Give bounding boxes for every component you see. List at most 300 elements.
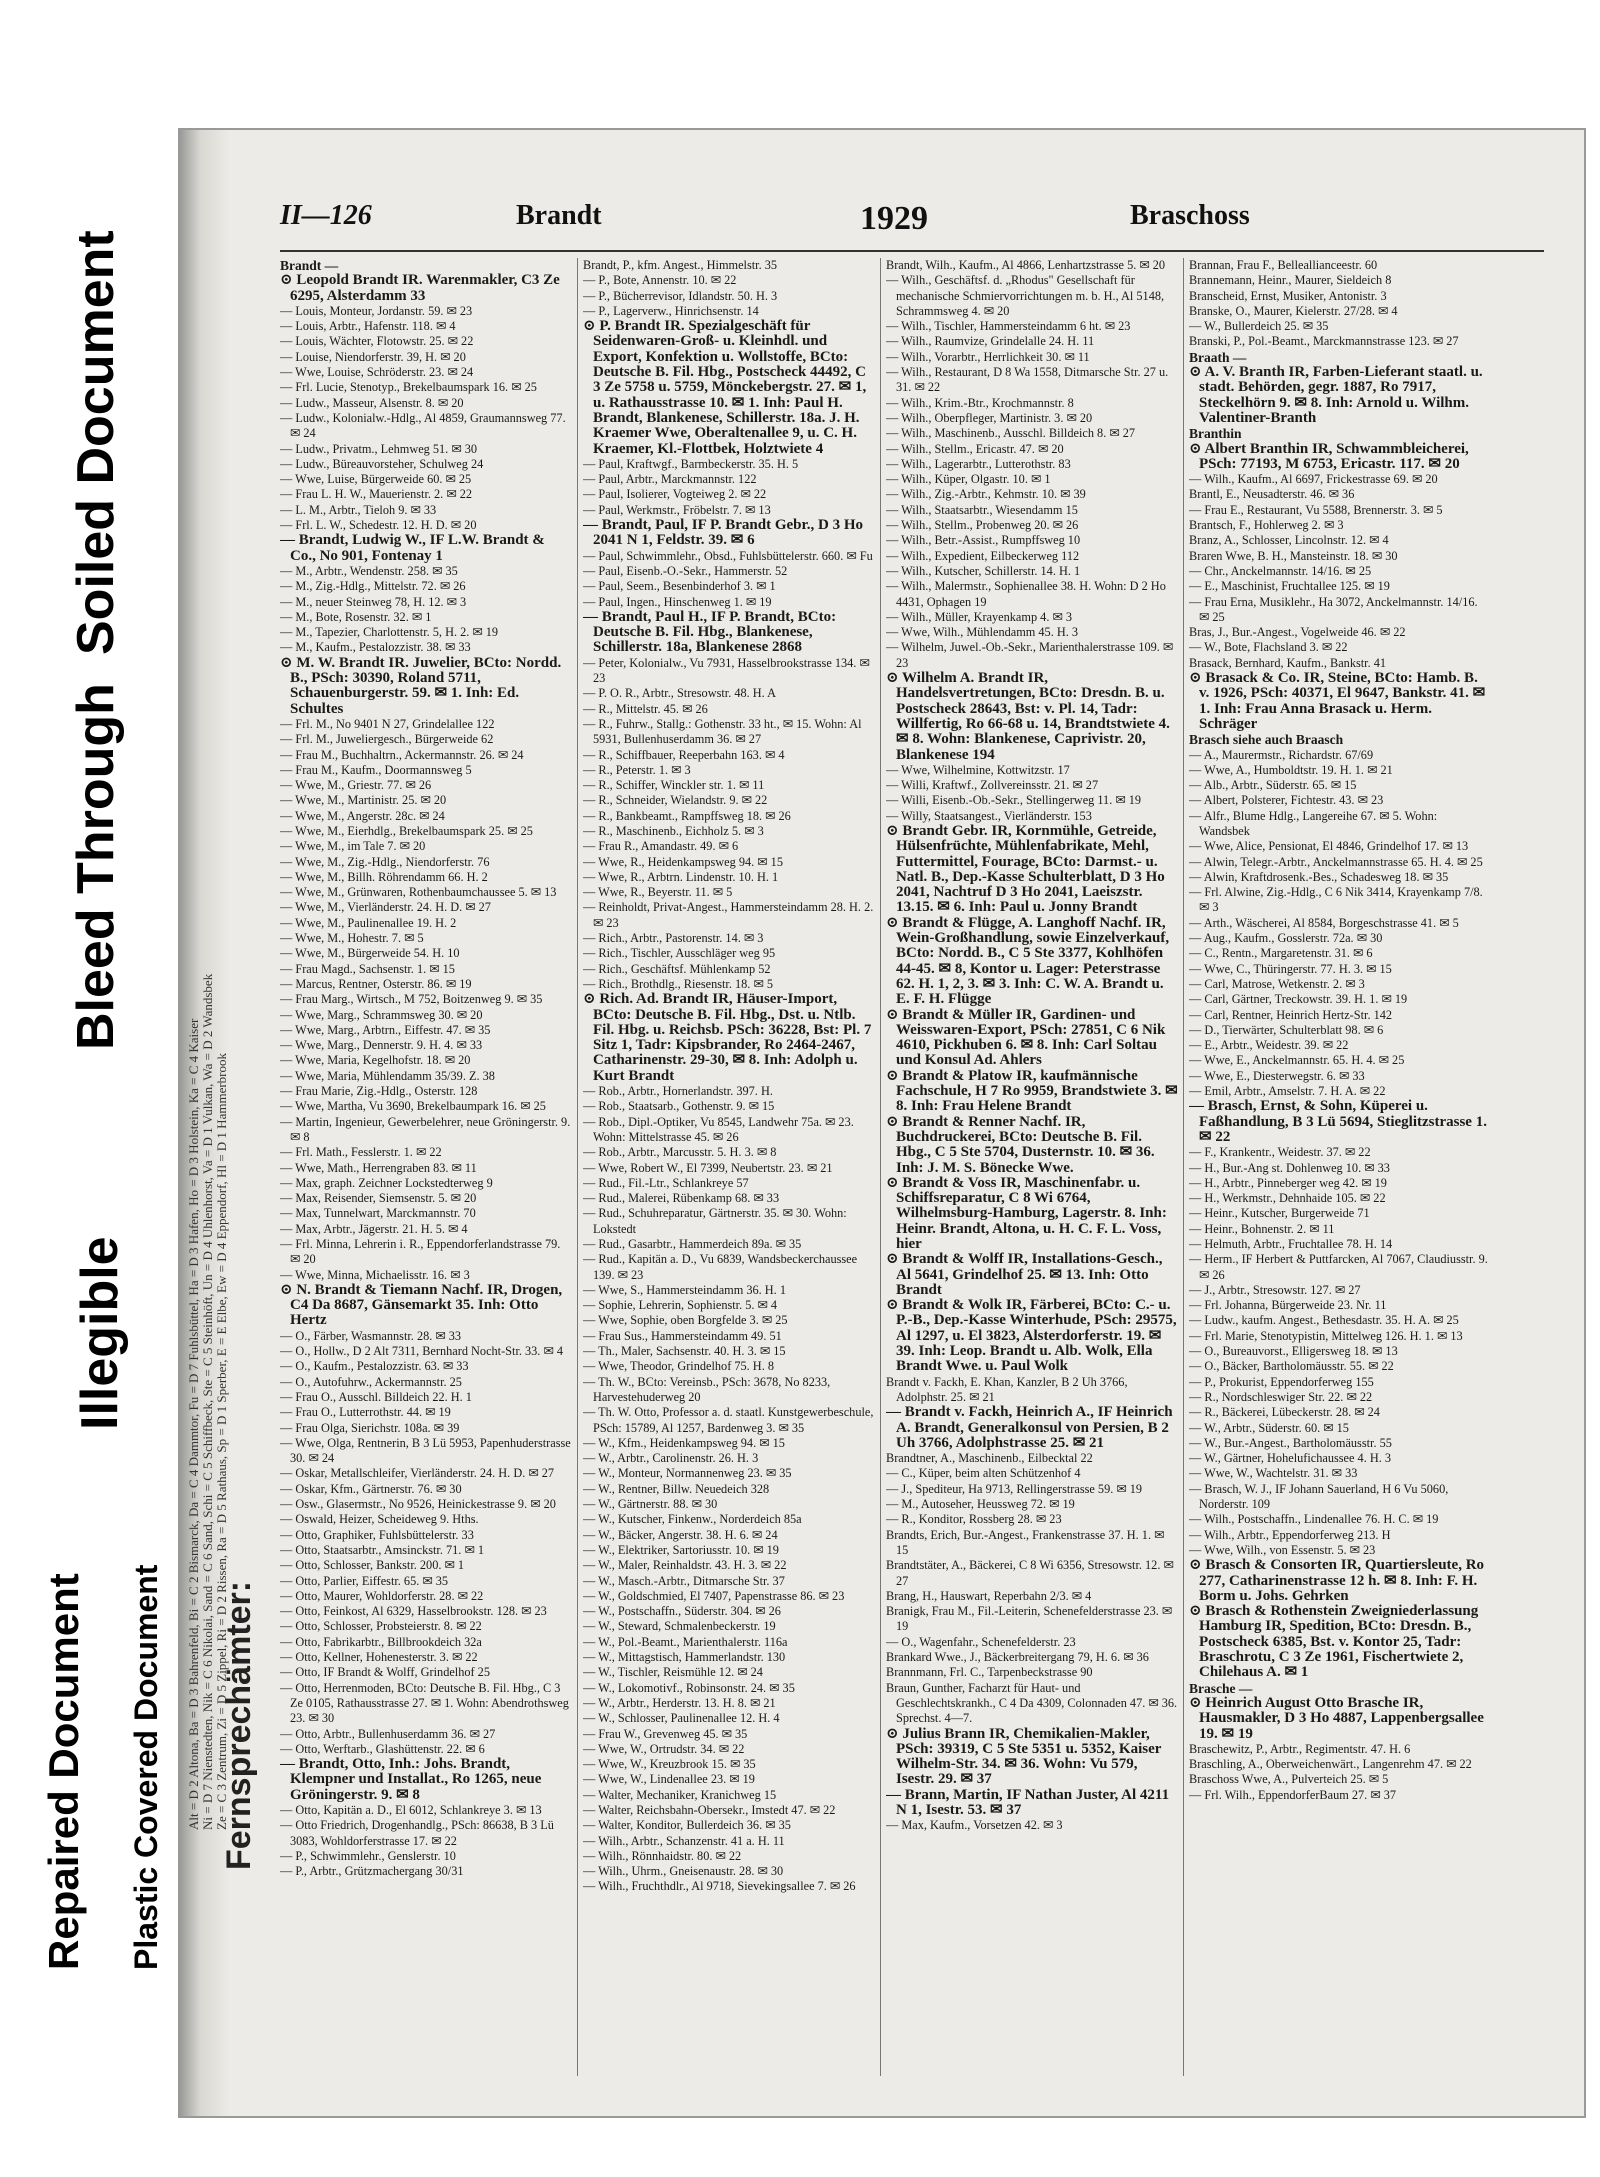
directory-entry: Braschewitz, P., Arbtr., Regimentstr. 47. H. 6 bbox=[1189, 1741, 1411, 1756]
directory-entry: — W., Gärtner, Hohelufichaussee 4. H. 3 bbox=[1189, 1451, 1392, 1466]
directory-entry: — L. M., Arbtr., Tieloh 9. ✉ 33 bbox=[280, 502, 437, 517]
directory-entry: — Wilh., Kutscher, Schillerstr. 14. H. 1 bbox=[886, 563, 1081, 578]
directory-entry: — Wwe, M., Martinistr. 25. ✉ 20 bbox=[280, 793, 447, 808]
page-header bbox=[280, 190, 1544, 252]
directory-entry: — Wilh., Uhrm., Gneisenaustr. 28. ✉ 30 bbox=[583, 1864, 784, 1879]
directory-entry: — Willi, Kraftwf., Zollvereinsstr. 21. ✉ 27 bbox=[886, 778, 1099, 793]
directory-entry: — Wilhelm, Juwel.-Ob.-Sekr., Marienthalerstrasse 109. ✉ 23 bbox=[886, 640, 1174, 670]
directory-entry: — R., Bäckerei, Lübeckerstr. 28. ✉ 24 bbox=[1189, 1405, 1380, 1420]
directory-entry: — Wwe, Theodor, Grindelhof 75. H. 8 bbox=[583, 1359, 774, 1374]
directory-entry: — R., Mittelstr. 45. ✉ 26 bbox=[583, 701, 708, 716]
directory-entry: — Brandt v. Fackh, Heinrich A., IF Heinrich A. Brandt, Generalkonsul von Persien, B 2 Uh 3766, Adolphstrasse 25. ✉ 21 bbox=[886, 1404, 1173, 1451]
directory-entry: — E., Arbtr., Weidestr. 39. ✉ 22 bbox=[1189, 1038, 1349, 1053]
directory-entry: — H., Bur.-Ang st. Dohlenweg 10. ✉ 33 bbox=[1189, 1160, 1390, 1175]
directory-entry: — Paul, Arbtr., Marckmannstr. 122 bbox=[583, 472, 757, 487]
directory-entry: — Wwe, W., Ortrudstr. 34. ✉ 22 bbox=[583, 1741, 745, 1756]
directory-entry: — Wilh., Postschaffn., Lindenallee 76. H. C. ✉ 19 bbox=[1189, 1512, 1439, 1527]
directory-entry: — W., Mittagstisch, Hammerlandstr. 130 bbox=[583, 1650, 786, 1665]
directory-entry: — O., Hollw., D 2 Alt 7311, Bernhard Nocht-Str. 33. ✉ 4 bbox=[280, 1344, 563, 1359]
directory-entry: — Rob., Dipl.-Optiker, Vu 8545, Landwehr 75a. ✉ 23. Wohn: Mittelstrasse 45. ✉ 26 bbox=[583, 1114, 854, 1144]
directory-entry: — Louis, Monteur, Jordanstr. 59. ✉ 23 bbox=[280, 303, 473, 318]
directory-entry: — Frl. Lucie, Stenotyp., Brekelbaumspark 16. ✉ 25 bbox=[280, 380, 537, 395]
directory-entry: Brandt — bbox=[280, 258, 339, 273]
directory-entry: — W., Arbtr., Süderstr. 60. ✉ 15 bbox=[1189, 1420, 1349, 1435]
directory-entry: — Wilh., Maschinenb., Ausschl. Billdeich 8. ✉ 27 bbox=[886, 426, 1136, 441]
directory-entry: — Wilh., Stellm., Probenweg 20. ✉ 26 bbox=[886, 518, 1079, 533]
directory-entry: Brandtstäter, A., Bäckerei, C 8 Wi 6356, Stresowstr. 12. ✉ 27 bbox=[886, 1558, 1174, 1588]
directory-entry: — Wwe, M., Billh. Röhrendamm 66. H. 2 bbox=[280, 869, 488, 884]
directory-entry: — Carl, Matrose, Wetkenstr. 2. ✉ 3 bbox=[1189, 976, 1365, 991]
directory-entry: — P., Bücherrevisor, Idlandstr. 50. H. 3 bbox=[583, 288, 778, 303]
directory-entry: — E., Maschinist, Fruchtallee 125. ✉ 19 bbox=[1189, 579, 1390, 594]
directory-entry: — Otto Friedrich, Drogenhandlg., PSch: 86638, B 3 Lü 3083, Wohldorferstrasse 17. ✉ 22 bbox=[280, 1818, 554, 1848]
directory-entry: — Oskar, Metallschleifer, Vierländerstr. 24. H. D. ✉ 27 bbox=[280, 1466, 555, 1481]
scanned-page bbox=[178, 128, 1586, 2118]
directory-entry: ⊙ Brasack & Co. IR, Steine, BCto: Hamb. B. v. 1926, PSch: 40371, El 9647, Bankstr. 41. ✉ 1. Inh: Frau Anna Brasack u. Herm. Schräger bbox=[1189, 670, 1486, 732]
directory-entry: — Otto, Staatsarbtr., Amsinckstr. 71. ✉ 1 bbox=[280, 1542, 484, 1557]
directory-entry: Brasch siehe auch Braasch bbox=[1189, 732, 1344, 748]
directory-entry: — Wwe, W., Lindenallee 23. ✉ 19 bbox=[583, 1772, 755, 1787]
column-divider bbox=[880, 258, 881, 2076]
directory-entry: — R., Konditor, Rossberg 28. ✉ 23 bbox=[886, 1512, 1062, 1527]
directory-entry: — Wilh., Arbtr., Eppendorferweg 213. H bbox=[1189, 1527, 1391, 1542]
directory-entry: — Wwe, C., Thüringerstr. 77. H. 3. ✉ 15 bbox=[1189, 961, 1392, 976]
directory-entry: ⊙ Albert Branthin IR, Schwammbleicherei, PSch: 77193, M 6753, Ericastr. 117. ✉ 20 bbox=[1189, 440, 1469, 472]
directory-entry: — Max, Tunnelwart, Marckmannstr. 70 bbox=[280, 1206, 476, 1221]
directory-entry: — W., Schlosser, Paulinenallee 12. H. 4 bbox=[583, 1711, 780, 1726]
directory-entry: — Alwin, Telegr.-Arbtr., Anckelmannstrasse 65. H. 4. ✉ 25 bbox=[1189, 854, 1483, 869]
directory-entry: — Rich., Tischler, Ausschläger weg 95 bbox=[583, 946, 776, 961]
directory-entry: Braath — bbox=[1189, 349, 1247, 365]
directory-entry: — M., Autoseher, Heussweg 72. ✉ 19 bbox=[886, 1497, 1075, 1512]
directory-entry: — Frl. M., No 9401 N 27, Grindelallee 122 bbox=[280, 716, 495, 731]
directory-entry: ⊙ N. Brandt & Tiemann Nachf. IR, Drogen, C4 Da 8687, Gänsemarkt 35. Inh: Otto Hertz bbox=[280, 1281, 563, 1329]
directory-entry: — W., Goldschmied, El 7407, Papenstrasse 86. ✉ 23 bbox=[583, 1588, 845, 1603]
directory-entry: Brang, H., Hauswart, Reperbahn 2/3. ✉ 4 bbox=[886, 1588, 1092, 1603]
directory-entry: Brannmann, Frl. C., Tarpenbeckstrasse 90 bbox=[886, 1665, 1093, 1680]
directory-entry: — Wwe, Louise, Schröderstr. 23. ✉ 24 bbox=[280, 365, 474, 380]
directory-entry: — W., Monteur, Normannenweg 23. ✉ 35 bbox=[583, 1466, 792, 1481]
directory-entry: — Th. W. Otto, Professor a. d. staatl. Kunstgewerbeschule, PSch: 15789, Al 1257, Bardenweg 3. ✉ 35 bbox=[583, 1405, 874, 1435]
directory-entry: — Otto, Maurer, Wohldorferstr. 28. ✉ 22 bbox=[280, 1588, 484, 1603]
margin-legend-1: Alt = D 2 Altona, Ba = D 3 Bahrenfeld, Bi = C 2 Bismarck, Da = C 4 Dammtor, Fu = D 7 Fuhlsbüttel, Ha = D 3 Hafen, Ho = D 3 Holstein, Ka = C 4 Kaiser bbox=[186, 1018, 201, 1830]
directory-entry: — Wwe, M., Vierländerstr. 24. H. D. ✉ 27 bbox=[280, 900, 491, 915]
directory-entry: — Frl. Wilh., EppendorferBaum 27. ✉ 37 bbox=[1189, 1787, 1396, 1802]
directory-entry: — Herm., IF Herbert & Puttfarcken, Al 7067, Claudiusstr. 9. ✉ 26 bbox=[1189, 1252, 1488, 1282]
directory-entry: Branigk, Frau M., Fil.-Leiterin, Schenefelderstrasse 23. ✉ 19 bbox=[886, 1604, 1173, 1634]
directory-entry: — Wwe, M., Griestr. 77. ✉ 26 bbox=[280, 778, 432, 793]
directory-entry: Branscheid, Ernst, Musiker, Antonistr. 3 bbox=[1189, 288, 1387, 303]
directory-entry: — Frau Sus., Hammersteindamm 49. 51 bbox=[583, 1328, 782, 1343]
directory-entry: ⊙ Brandt & Platow IR, kaufmännische Fachschule, H 7 Ro 9959, Brandstwiete 3. ✉ 8. Inh: Frau Helene Brandt bbox=[886, 1067, 1178, 1115]
directory-entry: — Wilh., Staatsarbtr., Wiesendamm 15 bbox=[886, 502, 1078, 517]
label-soiled-document: Soiled Document bbox=[67, 230, 125, 655]
directory-entry: — Otto, Werftarb., Glashüttenstr. 22. ✉ 6 bbox=[280, 1741, 485, 1756]
directory-entry: — Brasch, W. J., IF Johann Sauerland, H 6 Vu 5060, Norderstr. 109 bbox=[1189, 1481, 1449, 1512]
directory-entry: — Wilh., Küper, Olgastr. 10. ✉ 1 bbox=[886, 472, 1051, 487]
directory-entry: — Sophie, Lehrerin, Sophienstr. 5. ✉ 4 bbox=[583, 1298, 778, 1313]
directory-entry: — W., Bote, Flachsland 3. ✉ 22 bbox=[1189, 640, 1348, 655]
directory-entry: — Wilh., Lagerarbtr., Lutterothstr. 83 bbox=[886, 456, 1071, 471]
directory-entry: — Brandt, Paul, IF P. Brandt Gebr., D 3 Ho 2041 N 1, Feldstr. 39. ✉ 6 bbox=[583, 517, 864, 549]
column-divider bbox=[577, 258, 578, 2076]
label-illegible: Illegible bbox=[71, 1236, 129, 1430]
directory-entry: ⊙ Wilhelm A. Brandt IR, Handelsvertretungen, BCto: Dresdn. B. u. Postscheck 28643, Bst: v. Pl. 14, Tadr: Willfertig, Ro 66-68 u. 14, Brandtstwiete 4. ✉ 8. Wohn: Blankenese, Caprivistr. 20, Blankenese 194 bbox=[886, 670, 1170, 763]
directory-entry: — Wilh., Vorarbtr., Herrlichkeit 30. ✉ 11 bbox=[886, 349, 1090, 364]
directory-entry: — Paul, Isolierer, Vogteiweg 2. ✉ 22 bbox=[583, 487, 767, 502]
directory-entry: — Alb., Arbtr., Süderstr. 65. ✉ 15 bbox=[1189, 778, 1357, 793]
directory-entry: — Walter, Reichsbahn-Obersekr., Imstedt 47. ✉ 22 bbox=[583, 1802, 836, 1817]
directory-entry: — Louis, Arbtr., Hafenstr. 118. ✉ 4 bbox=[280, 319, 456, 334]
directory-entry: — P., Arbtr., Grützmachergang 30/31 bbox=[280, 1864, 464, 1879]
directory-entry: — Wwe, R., Heidenkampsweg 94. ✉ 15 bbox=[583, 854, 783, 869]
directory-entry: Branski, P., Pol.-Beamt., Marckmannstrasse 123. ✉ 27 bbox=[1189, 334, 1459, 349]
directory-entry: Brantsch, F., Hohlerweg 2. ✉ 3 bbox=[1189, 518, 1344, 533]
directory-entry: — M., Bote, Rosenstr. 32. ✉ 1 bbox=[280, 609, 432, 624]
directory-entry: — Reinholdt, Privat-Angest., Hammersteindamm 28. H. 2. ✉ 23 bbox=[583, 900, 874, 930]
directory-entry: — W., Elektriker, Sartoriusstr. 10. ✉ 19 bbox=[583, 1542, 779, 1557]
header-first-name: Brandt bbox=[516, 200, 602, 231]
directory-entry: — Wwe, M., Paulinenallee 19. H. 2 bbox=[280, 915, 457, 930]
left-margin-strip bbox=[180, 130, 258, 2116]
directory-entry: ⊙ M. W. Brandt IR. Juwelier, BCto: Nordd. B., PSch: 30390, Roland 5711, Schauenburgerstr. 59. ✉ 1. Inh: Ed. Schultes bbox=[280, 654, 562, 717]
directory-entry: — Carl, Rentner, Heinrich Hertz-Str. 142 bbox=[1189, 1007, 1393, 1022]
directory-entry: — Rob., Arbtr., Hornerlandstr. 397. H. bbox=[583, 1084, 773, 1099]
directory-entry: — D., Tierwärter, Schulterblatt 98. ✉ 6 bbox=[1189, 1022, 1384, 1037]
directory-entry: — Wwe, Wilhelmine, Kottwitzstr. 17 bbox=[886, 762, 1070, 777]
directory-entry: — Wilh., Oberpfleger, Martinistr. 3. ✉ 20 bbox=[886, 410, 1093, 425]
directory-entry: — Paul, Ingen., Hinschenweg 1. ✉ 19 bbox=[583, 594, 772, 609]
directory-entry: ⊙ Rich. Ad. Brandt IR, Häuser-Import, BCto: Deutsche B. Fil. Hbg., Dst. u. Ntlb. Fil. Hbg. u. Reichsb. PSch: 36228, Bst: Pl. 7 Sitz 1, Tadr: Kipsbrander, Ro 2464-2467, Catharinenstr. 29-30, ✉ 8. Inh: Adolph u. Kurt Brandt bbox=[583, 991, 872, 1084]
directory-entry: — Marcus, Rentner, Osterstr. 86. ✉ 19 bbox=[280, 976, 472, 991]
directory-entry: — Oswald, Heizer, Scheideweg 9. Hths. bbox=[280, 1512, 479, 1527]
directory-entry: — Otto, Schlosser, Bankstr. 200. ✉ 1 bbox=[280, 1558, 465, 1573]
directory-entry: — M., neuer Steinweg 78, H. 12. ✉ 3 bbox=[280, 594, 467, 609]
directory-entry: — Frau L. H. W., Mauerienstr. 2. ✉ 22 bbox=[280, 487, 473, 502]
directory-entry: — P., Schwimmlehr., Genslerstr. 10 bbox=[280, 1848, 456, 1863]
directory-entry: ⊙ Julius Brann IR, Chemikalien-Makler, PSch: 39319, C 5 Ste 5351 u. 5352, Kaiser Wilhelm-Str. 34. ✉ 36. Wohn: Vu 579, Isestr. 29. ✉ 37 bbox=[886, 1725, 1162, 1788]
directory-entry: — H., Arbtr., Pinneberger weg 42. ✉ 19 bbox=[1189, 1175, 1387, 1190]
directory-entry: Branz, A., Schlosser, Lincolnstr. 12. ✉ 4 bbox=[1189, 533, 1389, 548]
directory-entry: — H., Werkmstr., Dehnhaide 105. ✉ 22 bbox=[1189, 1191, 1386, 1206]
directory-entry: — Walter, Mechaniker, Kranichweg 15 bbox=[583, 1787, 777, 1802]
directory-entry: — Frau M., Buchhaltrn., Ackermannstr. 26. ✉ 24 bbox=[280, 747, 524, 762]
directory-entry: — Frau O., Lutterrothstr. 44. ✉ 19 bbox=[280, 1405, 451, 1420]
directory-entry: Brannemann, Heinr., Maurer, Sieldeich 8 bbox=[1189, 273, 1392, 288]
directory-entry: — Wwe, Wilh., von Essenstr. 5. ✉ 23 bbox=[1189, 1542, 1376, 1557]
directory-entry: — Wilh., Arbtr., Schanzenstr. 41 a. H. 11 bbox=[583, 1833, 785, 1848]
directory-entry: — Alfr., Blume Hdlg., Langereihe 67. ✉ 5. Wohn: Wandsbek bbox=[1189, 808, 1438, 838]
directory-entry: — Wwe, Math., Herrengraben 83. ✉ 11 bbox=[280, 1160, 477, 1175]
directory-entry: — Wilh., Stellm., Ericastr. 47. ✉ 20 bbox=[886, 441, 1064, 456]
directory-entry: — W., Pol.-Beamt., Marienthalerstr. 116a bbox=[583, 1634, 788, 1649]
directory-entry: — Wwe, Martha, Vu 3690, Brekelbaumpark 16. ✉ 25 bbox=[280, 1099, 546, 1114]
directory-entry: — Wilh., Fruchthdlr., Al 9718, Sievekingsallee 7. ✉ 26 bbox=[583, 1879, 856, 1894]
page-number: II—126 bbox=[280, 200, 372, 231]
directory-entry: — Walter, Konditor, Bullerdeich 36. ✉ 35 bbox=[583, 1818, 791, 1833]
directory-entry: — Max, graph. Zeichner Lockstedterweg 9 bbox=[280, 1175, 493, 1190]
directory-entry: — Martin, Ingenieur, Gewerbelehrer, neue Gröningerstr. 9. ✉ 8 bbox=[280, 1114, 571, 1144]
directory-entry: — Peter, Kolonialw., Vu 7931, Hasselbrookstrasse 134. ✉ 23 bbox=[583, 655, 870, 686]
directory-entry: — Rud., Gasarbtr., Hammerdeich 89a. ✉ 35 bbox=[583, 1237, 802, 1251]
directory-entry: — Wwe, W., Kreuzbrook 15. ✉ 35 bbox=[583, 1757, 756, 1772]
directory-entry: — C., Rentn., Margaretenstr. 31. ✉ 6 bbox=[1189, 946, 1373, 961]
directory-entry: — W., Bullerdeich 25. ✉ 35 bbox=[1189, 319, 1329, 334]
directory-entry: — Wwe, Maria, Kegelhofstr. 18. ✉ 20 bbox=[280, 1053, 471, 1068]
directory-entry: — Otto, Graphiker, Fuhlsbüttelerstr. 33 bbox=[280, 1527, 474, 1542]
directory-entry: ⊙ Leopold Brandt IR. Warenmakler, C3 Ze 6295, Alsterdamm 33 bbox=[280, 272, 560, 304]
directory-entry: ⊙ Brasch & Consorten IR, Quartiersleute, Ro 277, Catharinenstrasse 12 h. ✉ 8. Inh: F. H. Borm u. Johs. Gehrken bbox=[1189, 1557, 1485, 1604]
directory-entry: — W., Lokomotivf., Robinsonstr. 24. ✉ 35 bbox=[583, 1680, 795, 1695]
directory-entry: — Wilh., Tischler, Hammersteindamm 6 ht. ✉ 23 bbox=[886, 319, 1131, 334]
directory-entry: Brandt v. Fackh, E. Khan, Kanzler, B 2 Uh 3766, Adolphstr. 25. ✉ 21 bbox=[886, 1374, 1128, 1404]
directory-entry: — Otto, Arbtr., Bullenhuserdamm 36. ✉ 27 bbox=[280, 1726, 496, 1741]
directory-entry: — Otto, Kapitän a. D., El 6012, Schlankreye 3. ✉ 13 bbox=[280, 1802, 542, 1817]
directory-entry: Brasack, Bernhard, Kaufm., Bankstr. 41 bbox=[1189, 655, 1387, 670]
directory-entry: — Wwe, M., Grünwaren, Rothenbaumchaussee 5. ✉ 13 bbox=[280, 885, 557, 900]
directory-entry: ⊙ Brasch & Rothenstein Zweigniederlassung Hamburg IR, Spedition, BCto: Dresdn. B., Postscheck 6385, Bst. v. Kontor 25, Tadr: Braschrotu, C 3 Ze 1961, Fischertwiete 2, Chilehaus A. ✉ 1 bbox=[1189, 1603, 1479, 1681]
directory-entry: — Rob., Staatsarb., Gothenstr. 9. ✉ 15 bbox=[583, 1099, 775, 1114]
directory-entry: ⊙ Heinrich August Otto Brasche IR, Hausmakler, D 3 Ho 4887, Lappenbergsallee 19. ✉ 19 bbox=[1189, 1694, 1484, 1742]
directory-entry: — Ludw., kaufm. Angest., Bethesdastr. 35. H. A. ✉ 25 bbox=[1189, 1313, 1459, 1328]
directory-entry: — R., Schneider, Wielandstr. 9. ✉ 22 bbox=[583, 793, 768, 808]
directory-entry: — Paul, Seem., Besenbinderhof 3. ✉ 1 bbox=[583, 579, 776, 594]
directory-entry: — W., Bur.-Angest., Bartholomäusstr. 55 bbox=[1189, 1435, 1392, 1450]
directory-entry: Brantl, E., Neusadterstr. 46. ✉ 36 bbox=[1189, 487, 1355, 502]
directory-entry: — R., Peterstr. 1. ✉ 3 bbox=[583, 762, 691, 777]
directory-entry: — Willy, Staatsangest., Vierländerstr. 153 bbox=[886, 808, 1092, 823]
directory-entry: — Frau W., Grevenweg 45. ✉ 35 bbox=[583, 1726, 748, 1741]
directory-entry: — Otto, Herrenmoden, BCto: Deutsche B. Fil. Hbg., C 3 Ze 0105, Rathausstrasse 27. ✉ 1. Wohn: Abendrothsweg 23. ✉ 30 bbox=[280, 1680, 569, 1726]
directory-entry: — Otto, IF Brandt & Wolff, Grindelhof 25 bbox=[280, 1665, 490, 1680]
directory-entry: — Ludw., Masseur, Alsenstr. 8. ✉ 20 bbox=[280, 395, 464, 410]
header-year: 1929 bbox=[860, 200, 928, 237]
directory-entry: — Paul, Werkmstr., Fröbelstr. 7. ✉ 13 bbox=[583, 502, 771, 517]
directory-entry: — Wilh., Malermstr., Sophienallee 38. H. Wohn: D 2 Ho 4431, Ophagen 19 bbox=[886, 579, 1166, 609]
directory-entry: — Wwe, Sophie, oben Borgfelde 3. ✉ 25 bbox=[583, 1313, 788, 1328]
directory-entry: — Frau Marie, Zig.-Hdlg., Osterstr. 128 bbox=[280, 1084, 478, 1099]
directory-entry: ⊙ Brandt & Müller IR, Gardinen- und Weisswaren-Export, PSch: 27851, C 6 Nik 4610, Pickhuben 6. ✉ 8. Inh: Carl Soltau und Konsul Ad. Ahlers bbox=[886, 1006, 1166, 1069]
directory-entry: Brandtner, A., Maschinenb., Eilbecktal 22 bbox=[886, 1451, 1093, 1466]
directory-entry: — Frl. Minna, Lehrerin i. R., Eppendorferlandstrasse 79. ✉ 20 bbox=[280, 1237, 561, 1267]
directory-entry: — O., Wagenfahr., Schenefelderstr. 23 bbox=[886, 1634, 1076, 1649]
directory-entry: — F., Krankentr., Weidestr. 37. ✉ 22 bbox=[1189, 1145, 1371, 1160]
directory-entry: — Rich., Arbtr., Pastorenstr. 14. ✉ 3 bbox=[583, 931, 764, 946]
directory-entry: — M., Zig.-Hdlg., Mittelstr. 72. ✉ 26 bbox=[280, 579, 466, 594]
margin-legend-3: Ze = C 3 Zentrum, Zi = D 5 Zippel, Ri = D 2 Rissen, Ra = D 5 Rathaus, Sp = D 1 Sperber, E = E Elbe, Ew = D 4 Eppendorf, Hl = D 1 Hammerbrook bbox=[214, 1053, 229, 1830]
directory-entry: Brannan, Frau F., Belleallianceestr. 60 bbox=[1189, 258, 1378, 272]
directory-entry: — Otto, Feinkost, Al 6329, Hasselbrookstr. 128. ✉ 23 bbox=[280, 1604, 547, 1619]
directory-entry: — Brandt, Otto, Inh.: Johs. Brandt, Klempner und Installat., Ro 1265, neue Gröningerstr. 9. ✉ 8 bbox=[280, 1756, 542, 1803]
directory-entry: — Ludw., Büreauvorsteher, Schulweg 24 bbox=[280, 456, 484, 471]
column-divider bbox=[1183, 258, 1184, 2076]
label-plastic-covered: Plastic Covered Document bbox=[128, 1564, 164, 1970]
directory-entry: — Wilh., Restaurant, D 8 Wa 1558, Ditmarsche Str. 27 u. 31. ✉ 22 bbox=[886, 365, 1169, 395]
directory-entry: — O., Autofuhrw., Ackermannstr. 25 bbox=[280, 1374, 462, 1389]
directory-entry: — Frl. Johanna, Bürgerweide 23. Nr. 11 bbox=[1189, 1298, 1387, 1313]
directory-entry: — Wwe, M., im Tale 7. ✉ 20 bbox=[280, 839, 426, 854]
directory-entry: — Rud., Schuhreparatur, Gärtnerstr. 35. ✉ 30. Wohn: Lokstedt bbox=[583, 1206, 847, 1236]
directory-entry: — P., Prokurist, Eppendorferweg 155 bbox=[1189, 1374, 1374, 1389]
directory-entry: — P., Bote, Annenstr. 10. ✉ 22 bbox=[583, 273, 737, 288]
directory-entry: — J., Arbtr., Stresowstr. 127. ✉ 27 bbox=[1189, 1282, 1361, 1297]
directory-entry: — Carl, Gärtner, Treckowstr. 39. H. 1. ✉ 19 bbox=[1189, 992, 1408, 1007]
directory-entry: — W., Gärtnerstr. 88. ✉ 30 bbox=[583, 1497, 718, 1512]
directory-entry: Branthin bbox=[1189, 426, 1242, 442]
directory-entry: — Otto, Kellner, Hohenesterstr. 3. ✉ 22 bbox=[280, 1650, 478, 1665]
directory-entry: — Otto, Fabrikarbtr., Billbrookdeich 32a bbox=[280, 1634, 482, 1649]
directory-entry: — Arth., Wäscherei, Al 8584, Borgeschstrasse 41. ✉ 5 bbox=[1189, 915, 1459, 930]
directory-entry: — Wwe, S., Hammersteindamm 36. H. 1 bbox=[583, 1282, 786, 1297]
directory-entry: — Wwe, M., Bürgerweide 54. H. 10 bbox=[280, 946, 460, 961]
directory-entry: Brandt, P., kfm. Angest., Himmelstr. 35 bbox=[583, 258, 778, 272]
directory-entry: Braschoss Wwe, A., Pulverteich 25. ✉ 5 bbox=[1189, 1772, 1389, 1787]
directory-entry: — Wwe, M., Zig.-Hdlg., Niendorferstr. 76 bbox=[280, 854, 490, 869]
label-repaired-document: Repaired Document bbox=[40, 1573, 87, 1970]
directory-entry: — Paul, Kraftwgf., Barmbeckerstr. 35. H. 5 bbox=[583, 456, 799, 471]
directory-entry: — Heinr., Kutscher, Burgerweide 71 bbox=[1189, 1206, 1370, 1221]
directory-entry: — Max, Arbtr., Jägerstr. 21. H. 5. ✉ 4 bbox=[280, 1221, 468, 1236]
directory-entry: — Rud., Fil.-Ltr., Schlankreye 57 bbox=[583, 1175, 749, 1190]
column-2 bbox=[583, 258, 875, 2076]
directory-entry: — Frau Erna, Musiklehr., Ha 3072, Anckelmannstr. 14/16. ✉ 25 bbox=[1189, 594, 1478, 624]
directory-entry: — Wwe, R., Beyerstr. 11. ✉ 5 bbox=[583, 885, 733, 900]
directory-entry: — Emil, Arbtr., Amselstr. 7. H. A. ✉ 22 bbox=[1189, 1084, 1386, 1099]
directory-entry: — Frau Magd., Sachsenstr. 1. ✉ 15 bbox=[280, 961, 455, 976]
label-bleed-through: Bleed Through bbox=[67, 683, 125, 1050]
directory-entry: — Otto, Parlier, Eiffestr. 65. ✉ 35 bbox=[280, 1573, 449, 1588]
directory-entry: Braren Wwe, B. H., Mansteinstr. 18. ✉ 30 bbox=[1189, 548, 1398, 563]
directory-entry: — Wwe, Marg., Schrammsweg 30. ✉ 20 bbox=[280, 1007, 483, 1022]
directory-entry: — Rich., Brothdlg., Riesenstr. 18. ✉ 5 bbox=[583, 976, 773, 991]
directory-entry: — O., Färber, Wasmannstr. 28. ✉ 33 bbox=[280, 1328, 462, 1343]
directory-entry: — M., Arbtr., Wendenstr. 258. ✉ 35 bbox=[280, 563, 458, 578]
directory-entry: — Wwe, Maria, Mühlendamm 35/39. Z. 38 bbox=[280, 1068, 495, 1083]
directory-entry: — Wwe, E., Anckelmannstr. 65. H. 4. ✉ 25 bbox=[1189, 1053, 1405, 1068]
directory-entry: — Otto, Schlosser, Probsteierstr. 8. ✉ 22 bbox=[280, 1619, 482, 1634]
directory-entry: ⊙ P. Brandt IR. Spezialgeschäft für Seidenwaren-Groß- u. Kleinhdl. und Export, Konfektion u. Wollstoffe, BCto: Deutsche B. Fil. Hbg., Postscheck 44492, C 3 Ze 5758 u. 5759, Mönckebergstr. 27. ✉ 1, u. Rathausstrasse 10. ✉ 1. Inh: Paul H. Brandt, Blankenese, Schillerstr. 18a. J. H. Kraemer Wwe, Oberaltenallee 9, u. C. H. Kraemer, Kl.-Flottbek, Holztwiete 4 bbox=[583, 318, 867, 457]
column-3 bbox=[886, 258, 1178, 2076]
directory-entry: — R., Fuhrw., Stallg.: Gothenstr. 33 ht., ✉ 15. Wohn: Al 5931, Bullenhuserdamm 36. ✉ 27 bbox=[583, 716, 862, 747]
directory-entry: ⊙ Brandt & Renner Nachf. IR, Buchdruckerei, BCto: Deutsche B. Fil. Hbg., C 5 Ste 5704, Dusternstr. 10. ✉ 36. Inh: J. M. S. Bönecke Wwe. bbox=[886, 1113, 1155, 1176]
directory-entry: — W., Tischler, Reismühle 12. ✉ 24 bbox=[583, 1665, 763, 1680]
directory-entry: — Frau M., Kaufm., Doormannsweg 5 bbox=[280, 762, 472, 777]
directory-entry: — Wwe, M., Eierhdlg., Brekelbaumspark 25. ✉ 25 bbox=[280, 823, 533, 838]
directory-entry: ⊙ Brandt & Wolff IR, Installations-Gesch., Al 5641, Grindelhof 25. ✉ 13. Inh: Otto Brandt bbox=[886, 1251, 1163, 1298]
directory-entry: — Max, Reisender, Siemsenstr. 5. ✉ 20 bbox=[280, 1191, 477, 1206]
directory-entry: — Heinr., Bohnenstr. 2. ✉ 11 bbox=[1189, 1221, 1335, 1236]
directory-entry: — Osw., Glasermstr., No 9526, Heinickestrasse 9. ✉ 20 bbox=[280, 1497, 556, 1512]
directory-entry: — Max, Kaufm., Vorsetzen 42. ✉ 3 bbox=[886, 1818, 1063, 1833]
directory-entry: — Wilh., Krim.-Btr., Krochmannstr. 8 bbox=[886, 395, 1074, 410]
directory-entry: — R., Schiffer, Winckler str. 1. ✉ 11 bbox=[583, 778, 765, 793]
directory-entry: ⊙ Brandt Gebr. IR, Kornmühle, Getreide, Hülsenfrüchte, Mühlenfabrikate, Mehl, Futtermittel, Fourage, BCto: Darmst.- u. Natl. B., Dep.-Kasse Schulterblatt, D 3 Ho 2041, Nachtruf D 3 Ho 2041, Laeiszstr. 13.15. ✉ 6. Inh: Paul u. Jonny Brandt bbox=[886, 822, 1165, 916]
directory-entry: — Frau Olga, Sierichstr. 108a. ✉ 39 bbox=[280, 1420, 460, 1435]
directory-entry: — Brandt, Paul H., IF P. Brandt, BCto: Deutsche B. Fil. Hbg., Blankenese, Schillerstr. 18a, Blankenese 2868 bbox=[583, 608, 837, 656]
directory-entry: — Wilh., Rönnhaidstr. 80. ✉ 22 bbox=[583, 1848, 742, 1863]
directory-entry: Bras, J., Bur.-Angest., Vogelweide 46. ✉ 22 bbox=[1189, 625, 1406, 640]
directory-entry: ⊙ Brandt & Flügge, A. Langhoff Nachf. IR, Wein-Großhandlung, sowie Einzelverkauf, BCto: Nordd. B., C 5 Ste 3377, Kohlhöfen 44-45. ✉ 8, Kontor u. Lager: Peterstrasse 62. H. 1, 2, 3. ✉ 3. Inh: C. W. A. Brandt u. E. F. H. Flügge bbox=[886, 914, 1170, 1008]
directory-entry: Brankard Wwe., J., Bäckerbreitergang 79, H. 6. ✉ 36 bbox=[886, 1650, 1149, 1665]
directory-entry: — W., Postschaffn., Süderstr. 304. ✉ 26 bbox=[583, 1604, 781, 1619]
directory-entry: — Frl. Marie, Stenotypistin, Mittelweg 126. H. 1. ✉ 13 bbox=[1189, 1328, 1463, 1343]
directory-entry: — Wwe, M., Angerstr. 28c. ✉ 24 bbox=[280, 808, 445, 823]
directory-entry: — Wwe, Marg., Dennerstr. 9. H. 4. ✉ 33 bbox=[280, 1038, 483, 1053]
directory-entry: — W., Arbtr., Herderstr. 13. H. 8. ✉ 21 bbox=[583, 1695, 776, 1710]
directory-entry: — Chr., Anckelmannstr. 14/16. ✉ 25 bbox=[1189, 563, 1372, 578]
directory-entry: — W., Maler, Reinhaldstr. 43. H. 3. ✉ 22 bbox=[583, 1558, 787, 1573]
directory-entry: — R., Schiffbauer, Reeperbahn 163. ✉ 4 bbox=[583, 747, 785, 762]
directory-entry: — Louise, Niendorferstr. 39, H. ✉ 20 bbox=[280, 349, 466, 364]
directory-entry: — Frl. Alwine, Zig.-Hdlg., C 6 Nik 3414, Krayenkamp 7/8. ✉ 3 bbox=[1189, 885, 1483, 915]
directory-entry: — Frau O., Ausschl. Billdeich 22. H. 1 bbox=[280, 1389, 472, 1404]
directory-entry: — Alwin, Kraftdrosenk.-Bes., Schadesweg 18. ✉ 35 bbox=[1189, 869, 1449, 884]
directory-entry: Braun, Gunther, Facharzt für Haut- und Geschlechtskrankh., C 4 Da 4309, Colonnaden 47. ✉ 36. Sprechst. 4—7. bbox=[886, 1680, 1178, 1726]
directory-entry: — Frau R., Amandastr. 49. ✉ 6 bbox=[583, 839, 739, 854]
directory-entry: — W., Steward, Schmalenbeckerstr. 19 bbox=[583, 1619, 776, 1634]
directory-entry: — Rich., Geschäftsf. Mühlenkamp 52 bbox=[583, 961, 771, 976]
directory-entry: — Wwe, Luise, Bürgerweide 60. ✉ 25 bbox=[280, 472, 472, 487]
directory-entry: — P. O. R., Arbtr., Stresowstr. 48. H. A bbox=[583, 686, 777, 701]
directory-entry: — Paul, Schwimmlehr., Obsd., Fuhlsbüttelerstr. 660. ✉ Fu bbox=[583, 548, 873, 563]
directory-entry: — Frau E., Restaurant, Vu 5588, Brennerstr. 3. ✉ 5 bbox=[1189, 502, 1443, 517]
directory-entry: — Wwe, A., Humboldtstr. 19. H. 1. ✉ 21 bbox=[1189, 762, 1393, 777]
directory-entry: — M., Kaufm., Pestalozzistr. 38. ✉ 33 bbox=[280, 640, 471, 655]
directory-entry: — P., Lagerverw., Hinrichsenstr. 14 bbox=[583, 303, 759, 318]
directory-entry: — J., Spediteur, Ha 9713, Rellingerstrasse 59. ✉ 19 bbox=[886, 1481, 1143, 1496]
directory-entry: — W., Arbtr., Carolinenstr. 26. H. 3 bbox=[583, 1451, 759, 1466]
directory-entry: — O., Bäcker, Bartholomäusstr. 55. ✉ 22 bbox=[1189, 1359, 1394, 1374]
directory-entry: — Wwe, Minna, Michaelisstr. 16. ✉ 3 bbox=[280, 1267, 470, 1282]
directory-entry: — Helmuth, Arbtr., Fruchtallee 78. H. 14 bbox=[1189, 1237, 1393, 1251]
directory-entry: — Wwe, E., Diesterwegstr. 6. ✉ 33 bbox=[1189, 1068, 1365, 1083]
directory-entry: — Ludw., Privatm., Lehmweg 51. ✉ 30 bbox=[280, 441, 478, 456]
directory-entry: — Wwe, Olga, Rentnerin, B 3 Lü 5953, Papenhuderstrasse 30. ✉ 24 bbox=[280, 1435, 571, 1466]
directory-entry: — W., Bäcker, Angerstr. 38. H. 6. ✉ 24 bbox=[583, 1527, 778, 1542]
directory-entry: — W., Rentner, Billw. Neuedeich 328 bbox=[583, 1481, 770, 1496]
directory-entry: Brandt, Wilh., Kaufm., Al 4866, Lenhartzstrasse 5. ✉ 20 bbox=[886, 258, 1166, 272]
directory-entry: — A., Maurermstr., Richardstr. 67/69 bbox=[1189, 747, 1374, 762]
directory-entry: — Louis, Wächter, Flotowstr. 25. ✉ 22 bbox=[280, 334, 474, 349]
column-1 bbox=[280, 258, 572, 2076]
directory-entry: — Rud., Kapitän a. D., Vu 6839, Wandsbeckerchaussee 139. ✉ 23 bbox=[583, 1252, 858, 1282]
directory-entry: — Aug., Kaufm., Gosslerstr. 72a. ✉ 30 bbox=[1189, 931, 1383, 946]
directory-entry: ⊙ A. V. Branth IR, Farben-Lieferant staatl. u. stadt. Behörden, gegr. 1887, Ro 7917, Steckelhörn 9. ✉ 8. Inh: Arnold u. Wilhm. Valentiner-Branth bbox=[1189, 364, 1483, 426]
directory-entry: Brandts, Erich, Bur.-Angest., Frankenstrasse 37. H. 1. ✉ 15 bbox=[886, 1527, 1165, 1557]
directory-entry: — Frau Marg., Wirtsch., M 752, Boitzenweg 9. ✉ 35 bbox=[280, 992, 543, 1007]
directory-entry: — R., Bankbeamt., Rampffsweg 18. ✉ 26 bbox=[583, 808, 791, 823]
directory-entry: — Th., Maler, Sachsenstr. 40. H. 3. ✉ 15 bbox=[583, 1344, 786, 1359]
directory-entry: — O., Kaufm., Pestalozzistr. 63. ✉ 33 bbox=[280, 1359, 469, 1374]
header-last-name: Braschoss bbox=[1130, 200, 1250, 231]
directory-entry: Braschling, A., Oberweichenwärt., Langenrehm 47. ✉ 22 bbox=[1189, 1757, 1472, 1772]
directory-entry: — Rud., Malerei, Rübenkamp 68. ✉ 33 bbox=[583, 1191, 780, 1206]
directory-entry: — Brann, Martin, IF Nathan Juster, Al 4211 N 1, Isestr. 53. ✉ 37 bbox=[886, 1786, 1170, 1818]
directory-entry: — Wwe, Wilh., Mühlendamm 45. H. 3 bbox=[886, 625, 1079, 640]
directory-entry: — Paul, Eisenb.-O.-Sekr., Hammerstr. 52 bbox=[583, 563, 788, 578]
margin-legend-2: Ni = D 7 Nienstedten, Nik = C 6 Nikolai, Sand = C 6 Sand, Schi = C 5 Schiffbeck, Ste = C 5 Steinhöft, Un = D 4 Uhlenhorst, Va = D 1 Vulkan, Wa = D 2 Wandsbek bbox=[200, 973, 215, 1830]
directory-entry: — W., Masch.-Arbtr., Ditmarsche Str. 37 bbox=[583, 1573, 785, 1588]
directory-entry: ⊙ Brandt & Wolk IR, Färberei, BCto: C.- u. P.-B., Dep.-Kasse Winterhude, PSch: 29575, Al 1297, u. El 3823, Alsterdorferstr. 19. ✉ 39. Inh: Leop. Brandt u. Alb. Wolk, Ella Brandt Wwe. u. Paul Wolk bbox=[886, 1297, 1177, 1375]
directory-entry: — M., Tapezier, Charlottenstr. 5, H. 2. ✉ 19 bbox=[280, 625, 499, 640]
directory-entry: — Brasch, Ernst, & Sohn, Küperei u. Faßhandlung, B 3 Lü 5694, Stieglitzstrasse 1. ✉ 22 bbox=[1189, 1098, 1487, 1145]
directory-entry: — R., Maschinenb., Eichholz 5. ✉ 3 bbox=[583, 823, 764, 838]
directory-entry: — Wilh., Geschäftsf. d. „Rhodus" Gesellschaft für mechanische Schmiervorrichtungen m. b. H., Al 5148, Schrammsweg 4. ✉ 20 bbox=[886, 273, 1165, 318]
directory-entry: — W., Kfm., Heidenkampsweg 94. ✉ 15 bbox=[583, 1435, 785, 1450]
directory-entry: — Wilh., Betr.-Assist., Rumpffsweg 10 bbox=[886, 533, 1081, 548]
directory-entry: — Wilh., Raumvize, Grindelalle 24. H. 11 bbox=[886, 334, 1095, 349]
directory-entry: — C., Küper, beim alten Schützenhof 4 bbox=[886, 1466, 1081, 1481]
